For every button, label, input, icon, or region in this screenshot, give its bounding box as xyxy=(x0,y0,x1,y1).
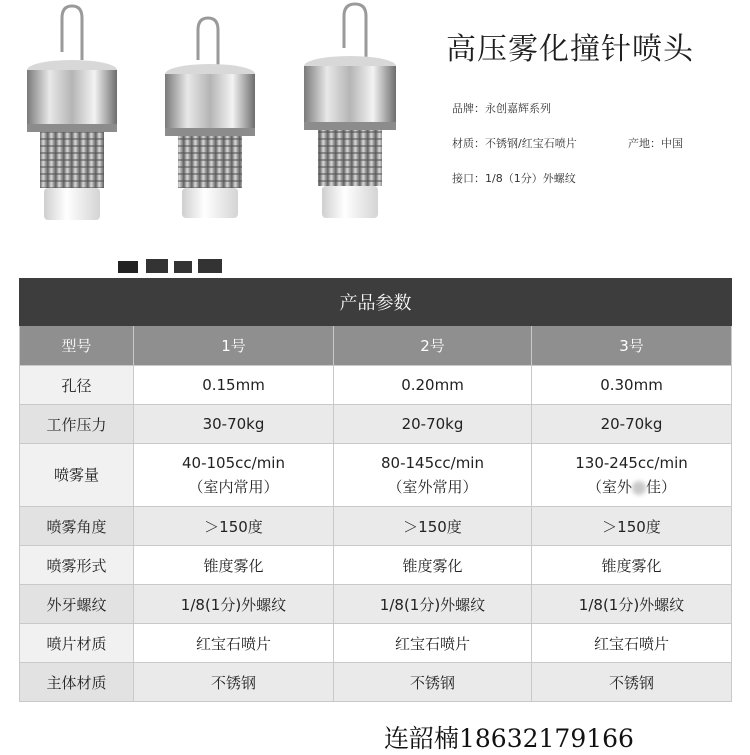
table-cell xyxy=(334,585,532,624)
table-row xyxy=(20,405,732,444)
table-cell xyxy=(334,507,532,546)
nozzle-3 xyxy=(304,4,396,218)
table-cell xyxy=(532,507,732,546)
table-row xyxy=(20,507,732,546)
product-parameter-table xyxy=(19,278,732,702)
product-title: 高压雾化撞针喷头 xyxy=(446,32,694,67)
cell-note-end: 佳） xyxy=(646,478,677,496)
cell-text: 1/8(1分)外螺纹 xyxy=(379,595,486,614)
row-label: 外牙螺纹 xyxy=(20,585,134,624)
table-cell xyxy=(134,624,334,663)
cell-text: 0.15mm xyxy=(202,376,265,394)
cell-text: 0.30mm xyxy=(600,376,663,394)
cell-text: 红宝石喷片 xyxy=(394,634,470,653)
table-cell xyxy=(334,546,532,585)
cell-text: ＞150度 xyxy=(403,517,462,536)
row-label: 喷雾角度 xyxy=(20,507,134,546)
table-cell xyxy=(134,405,334,444)
table-cell xyxy=(134,585,334,624)
spec-material: 材质：不锈钢/红宝石喷片 xyxy=(452,137,577,150)
table-row xyxy=(20,546,732,585)
spec-brand: 品牌：永创嘉辉系列 xyxy=(452,102,551,115)
table-cell xyxy=(134,663,334,702)
cell-text: 0.20mm xyxy=(401,376,464,394)
row-label: 喷片材质 xyxy=(20,624,134,663)
cell-text-line-2 xyxy=(134,475,333,499)
cell-text: 红宝石喷片 xyxy=(195,634,271,653)
table-cell xyxy=(532,585,732,624)
blurred-character xyxy=(632,481,646,495)
table-row xyxy=(20,585,732,624)
table-row xyxy=(20,663,732,702)
cell-text: ＞150度 xyxy=(204,517,263,536)
cell-text-line-1: 130-245cc/min xyxy=(575,454,688,472)
table-cell xyxy=(334,444,532,507)
cell-text: ＞150度 xyxy=(602,517,661,536)
table-cell xyxy=(532,663,732,702)
table-cell xyxy=(134,507,334,546)
cell-text: 1/8(1分)外螺纹 xyxy=(180,595,287,614)
cell-note: （室外常用） xyxy=(387,478,478,496)
cell-text: 不锈钢 xyxy=(409,673,455,692)
table-cell xyxy=(532,546,732,585)
cell-text: 1/8(1分)外螺纹 xyxy=(578,595,685,614)
cell-text: 锥度雾化 xyxy=(601,556,662,575)
table-cell xyxy=(134,546,334,585)
spec-interface: 接口：1/8（1分）外螺纹 xyxy=(452,172,576,185)
cell-text-line-1: 40-105cc/min xyxy=(182,454,285,472)
header-cell: 2号 xyxy=(334,326,532,366)
header-cell: 型号 xyxy=(20,326,134,366)
cell-note: （室内常用） xyxy=(188,478,279,496)
cell-text-line-2 xyxy=(334,475,531,499)
product-banner xyxy=(0,0,750,262)
table-row xyxy=(20,444,732,507)
table-cell xyxy=(334,624,532,663)
table-row xyxy=(20,624,732,663)
cropped-watermark xyxy=(112,259,312,273)
table-header-row xyxy=(20,326,732,366)
cell-text: 不锈钢 xyxy=(608,673,654,692)
cell-text: 不锈钢 xyxy=(210,673,256,692)
row-label: 工作压力 xyxy=(20,405,134,444)
spec-origin: 产地：中国 xyxy=(628,137,683,150)
table-cell xyxy=(134,366,334,405)
cell-text: 20-70kg xyxy=(600,415,663,433)
row-label: 喷雾量 xyxy=(20,444,134,507)
table-cell xyxy=(334,366,532,405)
table-cell xyxy=(532,444,732,507)
nozzle-1 xyxy=(27,6,117,220)
row-label: 喷雾形式 xyxy=(20,546,134,585)
table-title: 产品参数 xyxy=(20,279,732,326)
table-row xyxy=(20,366,732,405)
table-cell xyxy=(532,366,732,405)
table-cell xyxy=(532,624,732,663)
cell-text-line-1: 80-145cc/min xyxy=(381,454,484,472)
cell-text: 30-70kg xyxy=(202,415,265,433)
cell-text: 20-70kg xyxy=(401,415,464,433)
contact-info: 连韶楠18632179166 xyxy=(384,724,634,753)
cell-note: （室外 xyxy=(586,478,632,496)
row-label: 主体材质 xyxy=(20,663,134,702)
cell-text: 锥度雾化 xyxy=(402,556,463,575)
header-cell: 1号 xyxy=(134,326,334,366)
nozzle-product-photo xyxy=(0,0,430,240)
cell-text: 红宝石喷片 xyxy=(593,634,669,653)
nozzle-2 xyxy=(165,18,255,218)
table-cell xyxy=(532,405,732,444)
table-cell xyxy=(334,663,532,702)
header-cell: 3号 xyxy=(532,326,732,366)
cell-text: 锥度雾化 xyxy=(203,556,264,575)
table-cell xyxy=(334,405,532,444)
table-cell xyxy=(134,444,334,507)
row-label: 孔径 xyxy=(20,366,134,405)
cell-text-line-2 xyxy=(532,475,731,499)
